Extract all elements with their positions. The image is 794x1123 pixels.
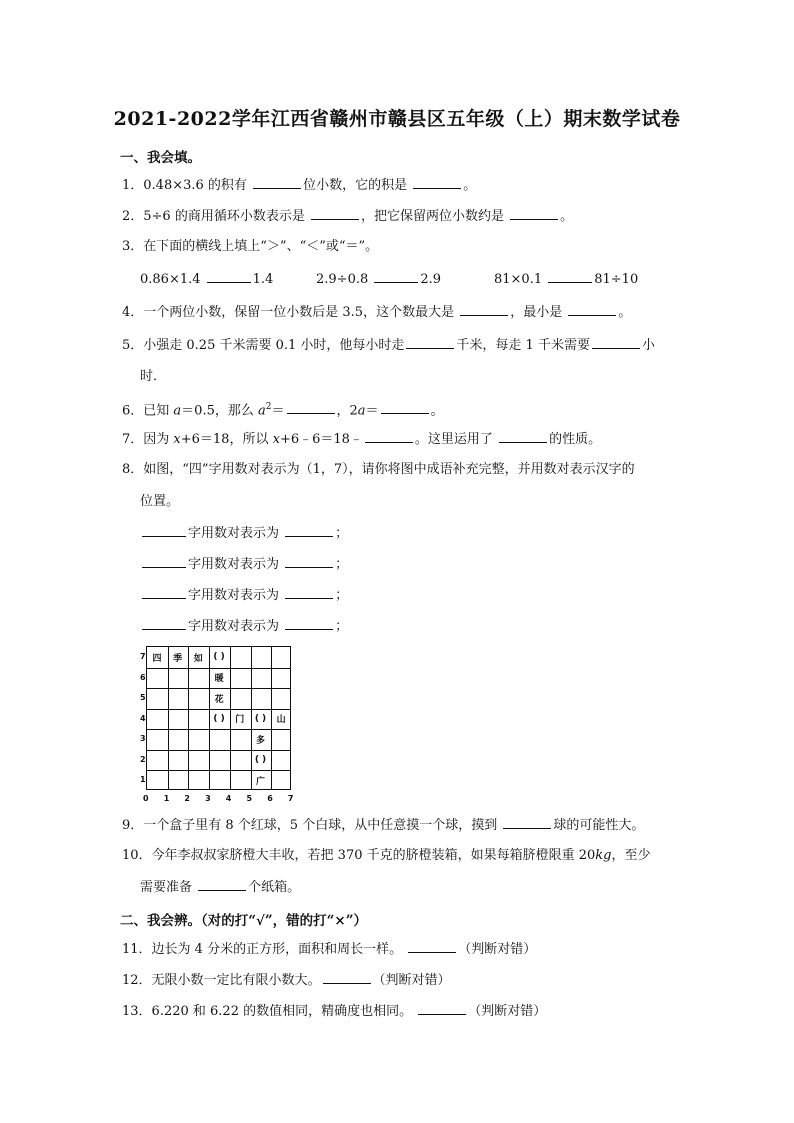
- question-5: [122, 336, 655, 355]
- q6-text-b: ＝0.5，那么: [181, 403, 258, 419]
- q6-var: a: [257, 403, 266, 419]
- grid-y-label: 2: [140, 754, 146, 764]
- grid-cell-char: 广: [255, 776, 265, 787]
- question-8: 8．如图，“四”字用数对表示为（1，7），请你将图中成语补充完整，并用数对表示汉字的: [122, 462, 635, 477]
- grid-cell-char[interactable]: ( ): [254, 754, 267, 765]
- grid-y-label: 5: [140, 693, 146, 702]
- q7-text-a: 7．因为: [122, 432, 174, 447]
- q8-row-text: 字用数对表示为: [188, 619, 284, 634]
- question-4: [122, 303, 631, 322]
- q1-text-a: 1．0.48×3.6 的积有: [122, 178, 252, 193]
- q8-row-end: ；: [335, 619, 349, 634]
- q9-text-a: 9．一个盒子里有 8 个红球，5 个白球，从中任意摸一个球，摸到: [122, 818, 502, 833]
- q6-var: a: [357, 403, 366, 419]
- q2-text-a: 2．5÷6 的商用循环小数表示是: [122, 209, 309, 224]
- q6-text-c: ＝: [271, 403, 285, 419]
- answer-blank[interactable]: [285, 524, 333, 537]
- q11-text-b: （判断对错）: [458, 942, 537, 957]
- grid-y-label: 7: [140, 652, 146, 661]
- q6-text-e: ＝: [365, 403, 379, 419]
- q8-row-end: ；: [335, 526, 349, 541]
- q13-text-b: （判断对错）: [468, 1004, 547, 1019]
- answer-blank[interactable]: [142, 586, 186, 599]
- q6-var: a: [173, 403, 182, 419]
- q5-text-c: 小: [641, 338, 655, 353]
- page-title: 2021-2022学年江西省赣州市赣县区五年级（上）期末数学试卷: [113, 108, 681, 130]
- q3-c2-left: 2.9÷0.8: [316, 272, 373, 287]
- q4-text-c: 。: [618, 305, 632, 320]
- grid-cell-char: 花: [214, 694, 224, 705]
- q8-row-text: 字用数对表示为: [188, 588, 284, 603]
- q3-compare-3: [494, 270, 638, 289]
- q6-text-f: 。: [430, 403, 444, 419]
- q6-text-d: ，2: [336, 403, 358, 419]
- answer-blank[interactable]: [381, 401, 429, 414]
- q7-text-b: +6＝18，所以: [180, 432, 273, 447]
- answer-blank[interactable]: [285, 617, 333, 630]
- q13-text-a: 13．6.220 和 6.22 的数值相同，精确度也相同。: [122, 1004, 417, 1019]
- q12-text-b: （判断对错）: [372, 973, 451, 988]
- question-10: [122, 847, 651, 865]
- answer-blank[interactable]: [311, 207, 359, 220]
- q3-c1-right: 1.4: [252, 272, 274, 287]
- q8-row-text: 字用数对表示为: [188, 526, 284, 541]
- q2-text-c: 。: [560, 209, 574, 224]
- q2-text-b: ，把它保留两位小数约是: [360, 209, 509, 224]
- grid-x-label: 6: [267, 794, 273, 803]
- q8-row-3: [140, 586, 348, 605]
- question-9: [122, 816, 644, 835]
- q4-text-b: ，最小是: [510, 305, 567, 320]
- q5-text-b: 千米，每走 1 千米需要: [456, 338, 590, 353]
- answer-blank[interactable]: [323, 971, 371, 984]
- q10-text-a: 10．今年李叔叔家脐橙大丰收，若把 370 千克的脐橙装箱，如果每箱脐橙限重 20: [122, 848, 596, 863]
- grid-y-label: 6: [140, 672, 146, 682]
- q8-row-4: [140, 617, 348, 636]
- question-3: 3．在下面的横线上填上“＞”、“＜”或“＝”。: [122, 239, 379, 254]
- question-6: [122, 398, 444, 420]
- grid-cell-char: 季: [173, 653, 183, 664]
- grid-cell-char: 四: [152, 653, 162, 664]
- grid-vline: [188, 647, 189, 789]
- answer-blank[interactable]: [285, 555, 333, 568]
- answer-blank[interactable]: [207, 270, 251, 283]
- answer-blank[interactable]: [365, 430, 413, 443]
- q6-exponent: 2: [265, 402, 272, 412]
- q8-continued: 位置。: [140, 494, 180, 509]
- answer-blank[interactable]: [510, 207, 558, 220]
- grid-cell-char: 暖: [214, 674, 224, 684]
- section-heading-1: 一、我会填。: [120, 150, 201, 166]
- grid-cell-char[interactable]: ( ): [213, 652, 225, 662]
- q10-unit: kg: [595, 848, 612, 863]
- answer-blank[interactable]: [592, 336, 640, 349]
- q7-text-d: 。这里运用了: [414, 432, 498, 447]
- grid-cell-char: 多: [255, 735, 265, 746]
- answer-blank[interactable]: [142, 524, 186, 537]
- grid-x-label: 7: [287, 794, 294, 803]
- answer-blank[interactable]: [418, 1002, 466, 1015]
- coordinate-grid: [146, 646, 291, 790]
- q1-text-c: 。: [463, 178, 477, 193]
- q3-compare-2: [316, 270, 441, 289]
- grid-y-label: 1: [140, 775, 146, 784]
- q12-text-a: 12．无限小数一定比有限小数大。: [122, 973, 321, 988]
- answer-blank[interactable]: [374, 270, 418, 283]
- answer-blank[interactable]: [503, 816, 551, 829]
- q8-row-end: ；: [335, 588, 349, 603]
- q7-text-e: 的性质。: [549, 432, 602, 447]
- q4-text-a: 4．一个两位小数，保留一位小数后是 3.5，这个数最大是: [122, 305, 459, 320]
- q9-text-b: 球的可能性大。: [553, 818, 645, 833]
- grid-x-label: 4: [225, 794, 232, 803]
- answer-blank[interactable]: [413, 176, 461, 189]
- section-heading-2: 二、我会辨。（对的打“√”，错的打“×”）: [120, 913, 367, 929]
- grid-cell-char[interactable]: ( ): [254, 713, 267, 724]
- question-12: [122, 971, 451, 990]
- question-7: [122, 430, 601, 449]
- question-13: [122, 1002, 546, 1021]
- grid-cell-char: 山: [276, 715, 286, 725]
- answer-blank[interactable]: [142, 617, 186, 630]
- q10-text-c: 需要准备: [140, 880, 197, 895]
- answer-blank[interactable]: [142, 555, 186, 568]
- grid-cell-char[interactable]: ( ): [213, 713, 225, 724]
- grid-x-label: 3: [205, 794, 211, 803]
- answer-blank[interactable]: [287, 401, 335, 414]
- q1-text-b: 位小数，它的积是: [303, 178, 412, 193]
- q6-text-a: 6．已知: [122, 403, 174, 419]
- q3-c3-left: 81×0.1: [494, 272, 547, 287]
- answer-blank[interactable]: [406, 336, 454, 349]
- q7-var: x: [173, 432, 181, 447]
- question-11: [122, 940, 536, 959]
- answer-blank[interactable]: [285, 586, 333, 599]
- answer-blank[interactable]: [460, 303, 508, 316]
- q8-row-1: [140, 524, 348, 543]
- q8-row-end: ；: [335, 557, 349, 572]
- answer-blank[interactable]: [548, 270, 592, 283]
- q5-text-a: 5．小强走 0.25 千米需要 0.1 小时，他每小时走: [122, 338, 405, 353]
- q8-row-text: 字用数对表示为: [188, 557, 284, 572]
- q3-compare-1: [140, 270, 273, 289]
- answer-blank[interactable]: [408, 940, 456, 953]
- answer-blank[interactable]: [568, 303, 616, 316]
- q7-text-c: +6﹣6＝18﹣: [279, 432, 363, 447]
- q8-row-2: [140, 555, 348, 574]
- grid-x-label: 2: [184, 794, 190, 803]
- grid-y-label: 3: [140, 734, 146, 743]
- question-2: [122, 207, 573, 226]
- q3-c1-left: 0.86×1.4: [140, 272, 205, 287]
- q7-var: x: [272, 432, 280, 447]
- q11-text-a: 11．边长为 4 分米的正方形，面积和周长一样。: [122, 942, 407, 957]
- q10-text-d: 个纸箱。: [248, 880, 301, 895]
- grid-x-label: 5: [246, 794, 253, 803]
- grid-cell-char: 门: [235, 715, 245, 725]
- question-1: [122, 176, 476, 195]
- grid-x-label: 0: [143, 794, 149, 803]
- q10-continued: [140, 878, 300, 897]
- answer-blank[interactable]: [198, 878, 246, 891]
- q3-c2-right: 2.9: [420, 272, 442, 287]
- answer-blank[interactable]: [253, 176, 301, 189]
- q3-c3-right: 81÷10: [594, 272, 639, 287]
- coordinate-grid-figure: [140, 646, 300, 806]
- grid-x-label: 1: [163, 794, 170, 803]
- grid-cell-char: 如: [193, 653, 203, 664]
- q5-continued: 时．: [140, 369, 167, 384]
- answer-blank[interactable]: [499, 430, 547, 443]
- grid-y-label: 4: [140, 713, 146, 723]
- q10-text-b: ，至少: [611, 848, 651, 863]
